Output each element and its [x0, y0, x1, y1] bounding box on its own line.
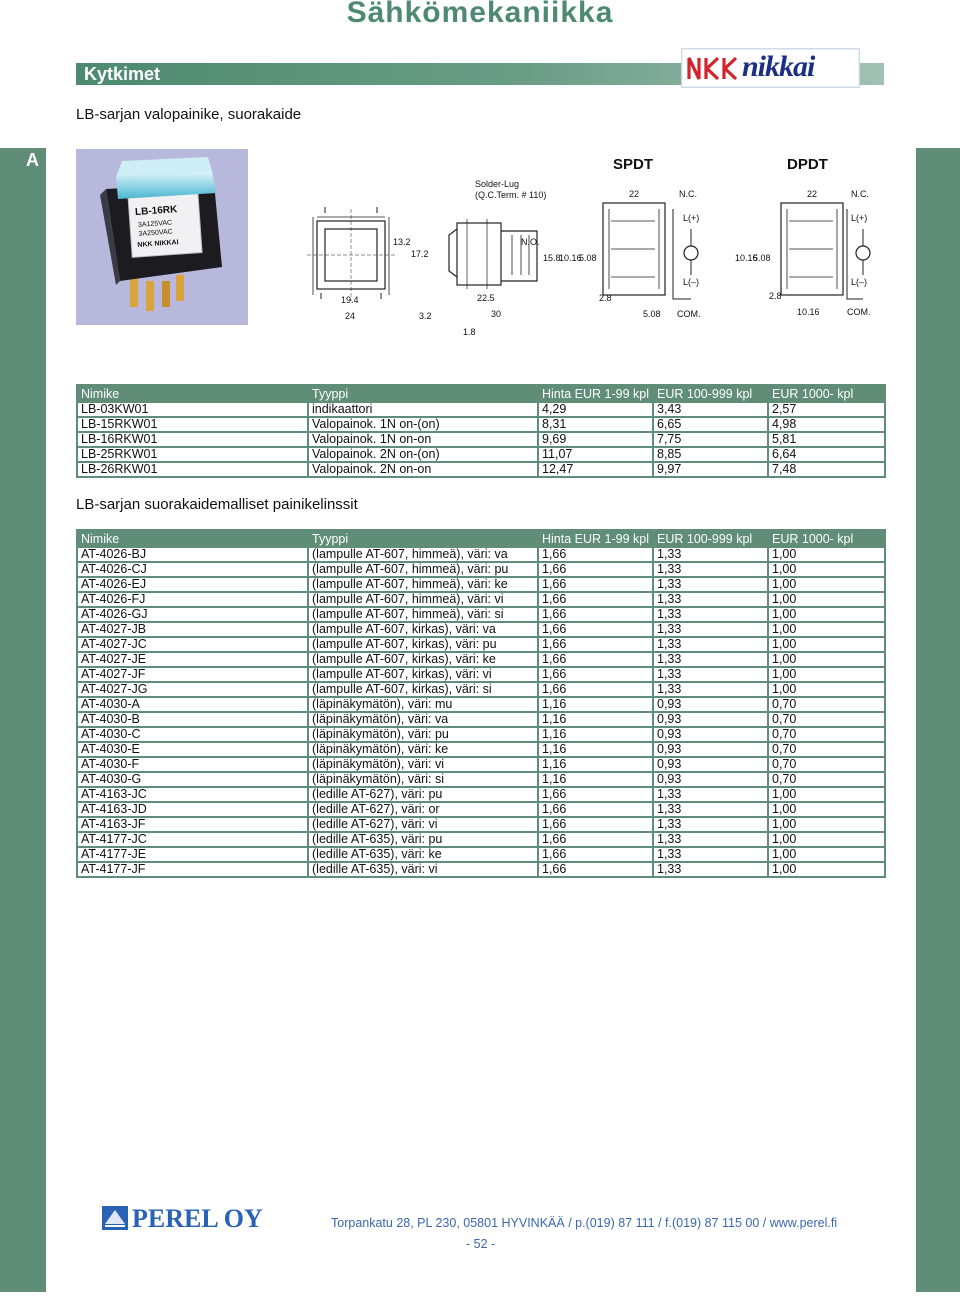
table-row — [77, 697, 885, 712]
cell-price-100: 9,97 — [653, 462, 768, 477]
table-row — [77, 727, 885, 742]
accessories-title: LB-sarjan suorakaidemalliset painikelinssit — [76, 496, 358, 513]
cell-price-1: 4,29 — [538, 402, 653, 417]
cell-tyyppi: (ledille AT-627), väri: or — [308, 802, 538, 817]
qc-term-label: (Q.C.Term. # 110) — [475, 190, 547, 200]
table-row — [77, 787, 885, 802]
dimension-drawing — [307, 149, 877, 339]
cell-price-100: 0,93 — [653, 727, 768, 742]
svg-text:NKK NIKKAI: NKK NIKKAI — [137, 239, 179, 249]
nc-label: N.C. — [679, 189, 697, 199]
cell-price-1000: 6,64 — [768, 447, 885, 462]
col-header-price-1000: EUR 1000- kpl — [768, 385, 885, 402]
table-row — [77, 462, 885, 477]
cell-price-100: 1,33 — [653, 802, 768, 817]
dim-2-8: 2.8 — [599, 293, 612, 303]
company-name: PEREL OY — [132, 1204, 263, 1233]
cell-nimike: LB-16RKW01 — [77, 432, 308, 447]
cell-nimike: AT-4177-JF — [77, 862, 308, 877]
cell-price-1000: 1,00 — [768, 652, 885, 667]
cell-tyyppi: (lampulle AT-607, kirkas), väri: ke — [308, 652, 538, 667]
cell-price-1000: 1,00 — [768, 622, 885, 637]
cell-price-1000: 1,00 — [768, 667, 885, 682]
cell-tyyppi: (läpinäkymätön), väri: vi — [308, 757, 538, 772]
cell-price-1: 1,66 — [538, 547, 653, 562]
no-label: N.O. — [521, 237, 540, 247]
cell-nimike: AT-4026-GJ — [77, 607, 308, 622]
col-header-price-100: EUR 100-999 kpl — [653, 530, 768, 547]
cell-price-100: 1,33 — [653, 847, 768, 862]
dim-19-4: 19.4 — [341, 295, 359, 305]
perel-logo-icon — [102, 1206, 128, 1230]
table-row — [77, 447, 885, 462]
cell-price-1000: 1,00 — [768, 817, 885, 832]
footer-address: Torpankatu 28, PL 230, 05801 HYVINKÄÄ / p.(019) 87 111 / f.(019) 87 115 00 / www.perel.fi — [331, 1216, 838, 1230]
table-row — [77, 417, 885, 432]
cell-price-1: 1,16 — [538, 772, 653, 787]
cell-nimike: AT-4030-G — [77, 772, 308, 787]
dim-5-08: 5.08 — [579, 253, 597, 263]
dim-5-08-c: 5.08 — [753, 253, 771, 263]
product-price-table — [76, 384, 886, 478]
cell-price-100: 0,93 — [653, 772, 768, 787]
cell-price-1: 9,69 — [538, 432, 653, 447]
cell-tyyppi: (lampulle AT-607, himmeä), väri: va — [308, 547, 538, 562]
table-row — [77, 757, 885, 772]
cell-price-1: 1,66 — [538, 682, 653, 697]
com-label-b: COM. — [847, 307, 871, 317]
cell-price-1: 12,47 — [538, 462, 653, 477]
table-row — [77, 682, 885, 697]
cell-price-100: 1,33 — [653, 652, 768, 667]
product-photo — [76, 149, 248, 325]
cell-price-1: 1,66 — [538, 577, 653, 592]
table-header-row — [77, 385, 885, 402]
l-plus-label-b: L(+) — [851, 213, 868, 223]
switch-photo-illustration — [76, 149, 248, 325]
cell-price-100: 1,33 — [653, 787, 768, 802]
cell-nimike: AT-4177-JE — [77, 847, 308, 862]
table-row — [77, 592, 885, 607]
cell-price-1000: 0,70 — [768, 697, 885, 712]
nikkai-logo — [681, 48, 860, 88]
col-header-nimike: Nimike — [77, 385, 308, 402]
cell-price-1000: 0,70 — [768, 742, 885, 757]
cell-nimike: LB-25RKW01 — [77, 447, 308, 462]
table-row — [77, 772, 885, 787]
col-header-price-100: EUR 100-999 kpl — [653, 385, 768, 402]
cell-price-1: 1,66 — [538, 802, 653, 817]
table-row — [77, 652, 885, 667]
dim-17-2: 17.2 — [411, 249, 429, 259]
cell-price-1: 11,07 — [538, 447, 653, 462]
col-header-price-1: Hinta EUR 1-99 kpl — [538, 530, 653, 547]
cell-price-1000: 1,00 — [768, 607, 885, 622]
dim-3-2: 3.2 — [419, 311, 432, 321]
cell-tyyppi: (läpinäkymätön), väri: va — [308, 712, 538, 727]
cell-tyyppi: (lampulle AT-607, kirkas), väri: vi — [308, 667, 538, 682]
dim-5-08-b: 5.08 — [643, 309, 661, 319]
cell-nimike: AT-4027-JC — [77, 637, 308, 652]
dim-2-8-b: 2.8 — [769, 291, 782, 301]
cell-price-1000: 1,00 — [768, 637, 885, 652]
cell-nimike: AT-4163-JF — [77, 817, 308, 832]
cell-nimike: AT-4026-EJ — [77, 577, 308, 592]
table-row — [77, 667, 885, 682]
l-minus-label: L(–) — [683, 277, 700, 287]
dim-22: 22 — [629, 189, 640, 199]
cell-price-1: 1,66 — [538, 592, 653, 607]
cell-price-1: 1,66 — [538, 607, 653, 622]
cell-price-1: 1,66 — [538, 622, 653, 637]
dim-10-16: 10.16 — [559, 253, 582, 263]
page-number: - 52 - — [466, 1237, 496, 1251]
table-row — [77, 832, 885, 847]
cell-price-1000: 1,00 — [768, 592, 885, 607]
l-minus-label-b: L(–) — [851, 277, 868, 287]
svg-text:LB-16RK: LB-16RK — [134, 204, 178, 219]
table-row — [77, 637, 885, 652]
cell-price-1: 8,31 — [538, 417, 653, 432]
table-row — [77, 712, 885, 727]
cell-price-100: 1,33 — [653, 862, 768, 877]
table-row — [77, 577, 885, 592]
dim-22-5: 22.5 — [477, 293, 495, 303]
right-side-band — [916, 148, 960, 1292]
cell-price-1: 1,66 — [538, 652, 653, 667]
cell-nimike: LB-15RKW01 — [77, 417, 308, 432]
cell-price-1: 1,16 — [538, 757, 653, 772]
cell-price-1000: 0,70 — [768, 712, 885, 727]
cell-nimike: AT-4163-JC — [77, 787, 308, 802]
col-header-price-1000: EUR 1000- kpl — [768, 530, 885, 547]
cell-price-100: 1,33 — [653, 832, 768, 847]
cell-price-1000: 5,81 — [768, 432, 885, 447]
cell-tyyppi: (lampulle AT-607, himmeä), väri: pu — [308, 562, 538, 577]
cell-price-100: 1,33 — [653, 577, 768, 592]
cell-price-1: 1,66 — [538, 862, 653, 877]
cell-nimike: AT-4030-B — [77, 712, 308, 727]
dpdt-label: DPDT — [787, 156, 828, 173]
solder-lug-label: Solder-Lug — [475, 179, 520, 189]
cell-nimike: LB-26RKW01 — [77, 462, 308, 477]
dim-24: 24 — [345, 311, 356, 321]
cell-tyyppi: (lampulle AT-607, himmeä), väri: vi — [308, 592, 538, 607]
cell-price-100: 1,33 — [653, 667, 768, 682]
cell-tyyppi: (lampulle AT-607, kirkas), väri: si — [308, 682, 538, 697]
cell-price-1000: 1,00 — [768, 787, 885, 802]
cell-nimike: AT-4177-JC — [77, 832, 308, 847]
cell-tyyppi: (ledille AT-635), väri: vi — [308, 862, 538, 877]
cell-price-1: 1,66 — [538, 847, 653, 862]
cell-price-1000: 1,00 — [768, 832, 885, 847]
cell-price-1000: 7,48 — [768, 462, 885, 477]
dim-30: 30 — [491, 309, 502, 319]
dim-10-16-b: 10.16 — [797, 307, 820, 317]
cell-price-1: 1,66 — [538, 637, 653, 652]
cell-price-1000: 1,00 — [768, 682, 885, 697]
cell-price-1: 1,66 — [538, 562, 653, 577]
table-row — [77, 847, 885, 862]
cell-nimike: AT-4163-JD — [77, 802, 308, 817]
dim-13-2: 13.2 — [393, 237, 411, 247]
cell-price-1: 1,16 — [538, 697, 653, 712]
cell-nimike: AT-4027-JG — [77, 682, 308, 697]
left-side-band — [0, 148, 46, 1292]
table-row — [77, 547, 885, 562]
cell-tyyppi: (läpinäkymätön), väri: mu — [308, 697, 538, 712]
cell-nimike: AT-4030-A — [77, 697, 308, 712]
table-row — [77, 562, 885, 577]
product-title: LB-sarjan valopainike, suorakaide — [76, 106, 302, 123]
cell-price-1000: 1,00 — [768, 562, 885, 577]
cell-price-1: 1,16 — [538, 712, 653, 727]
nc-label-b: N.C. — [851, 189, 869, 199]
com-label: COM. — [677, 309, 701, 319]
cell-price-100: 1,33 — [653, 637, 768, 652]
table-row — [77, 432, 885, 447]
cell-price-100: 1,33 — [653, 682, 768, 697]
dim-15-8: 15.8 — [543, 253, 561, 263]
cell-price-100: 1,33 — [653, 562, 768, 577]
cell-price-1: 1,66 — [538, 832, 653, 847]
cell-tyyppi: (ledille AT-635), väri: pu — [308, 832, 538, 847]
cell-price-1000: 4,98 — [768, 417, 885, 432]
cell-price-1000: 2,57 — [768, 402, 885, 417]
cell-price-100: 1,33 — [653, 817, 768, 832]
cell-nimike: AT-4030-C — [77, 727, 308, 742]
cell-price-1: 1,16 — [538, 742, 653, 757]
cell-tyyppi: (lampulle AT-607, kirkas), väri: va — [308, 622, 538, 637]
col-header-price-1: Hinta EUR 1-99 kpl — [538, 385, 653, 402]
table-row — [77, 402, 885, 417]
cell-tyyppi: (ledille AT-627), väri: vi — [308, 817, 538, 832]
table-row — [77, 622, 885, 637]
cell-nimike: AT-4027-JF — [77, 667, 308, 682]
cell-price-1000: 1,00 — [768, 802, 885, 817]
spdt-label: SPDT — [613, 156, 654, 173]
cell-price-1000: 0,70 — [768, 727, 885, 742]
cell-price-100: 8,85 — [653, 447, 768, 462]
cell-price-1000: 0,70 — [768, 772, 885, 787]
col-header-tyyppi: Tyyppi — [308, 385, 538, 402]
cell-price-100: 1,33 — [653, 547, 768, 562]
cell-price-100: 0,93 — [653, 712, 768, 727]
svg-text:3A250VAC: 3A250VAC — [138, 228, 173, 238]
col-header-tyyppi: Tyyppi — [308, 530, 538, 547]
cell-tyyppi: Valopainok. 2N on-(on) — [308, 447, 538, 462]
cell-tyyppi: Valopainok. 1N on-(on) — [308, 417, 538, 432]
svg-text:3A125VAC: 3A125VAC — [137, 219, 173, 229]
l-plus-label: L(+) — [683, 213, 700, 223]
cell-tyyppi: (läpinäkymätön), väri: si — [308, 772, 538, 787]
cell-price-1000: 1,00 — [768, 862, 885, 877]
cell-tyyppi: (lampulle AT-607, himmeä), väri: si — [308, 607, 538, 622]
cell-price-100: 3,43 — [653, 402, 768, 417]
cell-nimike: AT-4026-CJ — [77, 562, 308, 577]
cell-price-100: 1,33 — [653, 592, 768, 607]
cell-nimike: AT-4030-E — [77, 742, 308, 757]
table-header-row — [77, 530, 885, 547]
cell-price-1: 1,66 — [538, 787, 653, 802]
cell-nimike: AT-4027-JE — [77, 652, 308, 667]
col-header-nimike: Nimike — [77, 530, 308, 547]
table-row — [77, 817, 885, 832]
cell-tyyppi: (lampulle AT-607, kirkas), väri: pu — [308, 637, 538, 652]
cell-price-1000: 1,00 — [768, 547, 885, 562]
cell-price-100: 1,33 — [653, 607, 768, 622]
perel-logo — [102, 1206, 272, 1234]
table-row — [77, 742, 885, 757]
cell-price-100: 7,75 — [653, 432, 768, 447]
section-title: Kytkimet — [84, 64, 161, 84]
dim-22-b: 22 — [807, 189, 818, 199]
logo-wordmark: nikkai — [742, 50, 815, 83]
cell-tyyppi: (ledille AT-627), väri: pu — [308, 787, 538, 802]
dim-1-8: 1.8 — [463, 327, 476, 337]
cell-price-1: 1,16 — [538, 727, 653, 742]
cell-nimike: AT-4026-BJ — [77, 547, 308, 562]
cell-tyyppi: Valopainok. 2N on-on — [308, 462, 538, 477]
cell-nimike: AT-4026-FJ — [77, 592, 308, 607]
cell-nimike: LB-03KW01 — [77, 402, 308, 417]
cell-price-1000: 0,70 — [768, 757, 885, 772]
section-tab-letter: A — [26, 150, 39, 170]
cell-tyyppi: (lampulle AT-607, himmeä), väri: ke — [308, 577, 538, 592]
table-row — [77, 802, 885, 817]
accessory-price-table — [76, 529, 886, 878]
cell-price-100: 6,65 — [653, 417, 768, 432]
cell-nimike: AT-4027-JB — [77, 622, 308, 637]
cell-price-1000: 1,00 — [768, 577, 885, 592]
cell-tyyppi: indikaattori — [308, 402, 538, 417]
cell-price-1: 1,66 — [538, 817, 653, 832]
brand-title: Sähkömekaniikka — [346, 0, 614, 29]
cell-tyyppi: (ledille AT-635), väri: ke — [308, 847, 538, 862]
cell-price-1: 1,66 — [538, 667, 653, 682]
table-row — [77, 862, 885, 877]
cell-tyyppi: (läpinäkymätön), väri: ke — [308, 742, 538, 757]
cell-tyyppi: (läpinäkymätön), väri: pu — [308, 727, 538, 742]
dim-10-16-c: 10.16 — [735, 253, 758, 263]
table-row — [77, 607, 885, 622]
nkk-logo-icon — [686, 55, 740, 81]
cell-tyyppi: Valopainok. 1N on-on — [308, 432, 538, 447]
cell-price-1000: 1,00 — [768, 847, 885, 862]
cell-nimike: AT-4030-F — [77, 757, 308, 772]
cell-price-100: 0,93 — [653, 697, 768, 712]
cell-price-100: 0,93 — [653, 757, 768, 772]
cell-price-100: 1,33 — [653, 622, 768, 637]
cell-price-100: 0,93 — [653, 742, 768, 757]
